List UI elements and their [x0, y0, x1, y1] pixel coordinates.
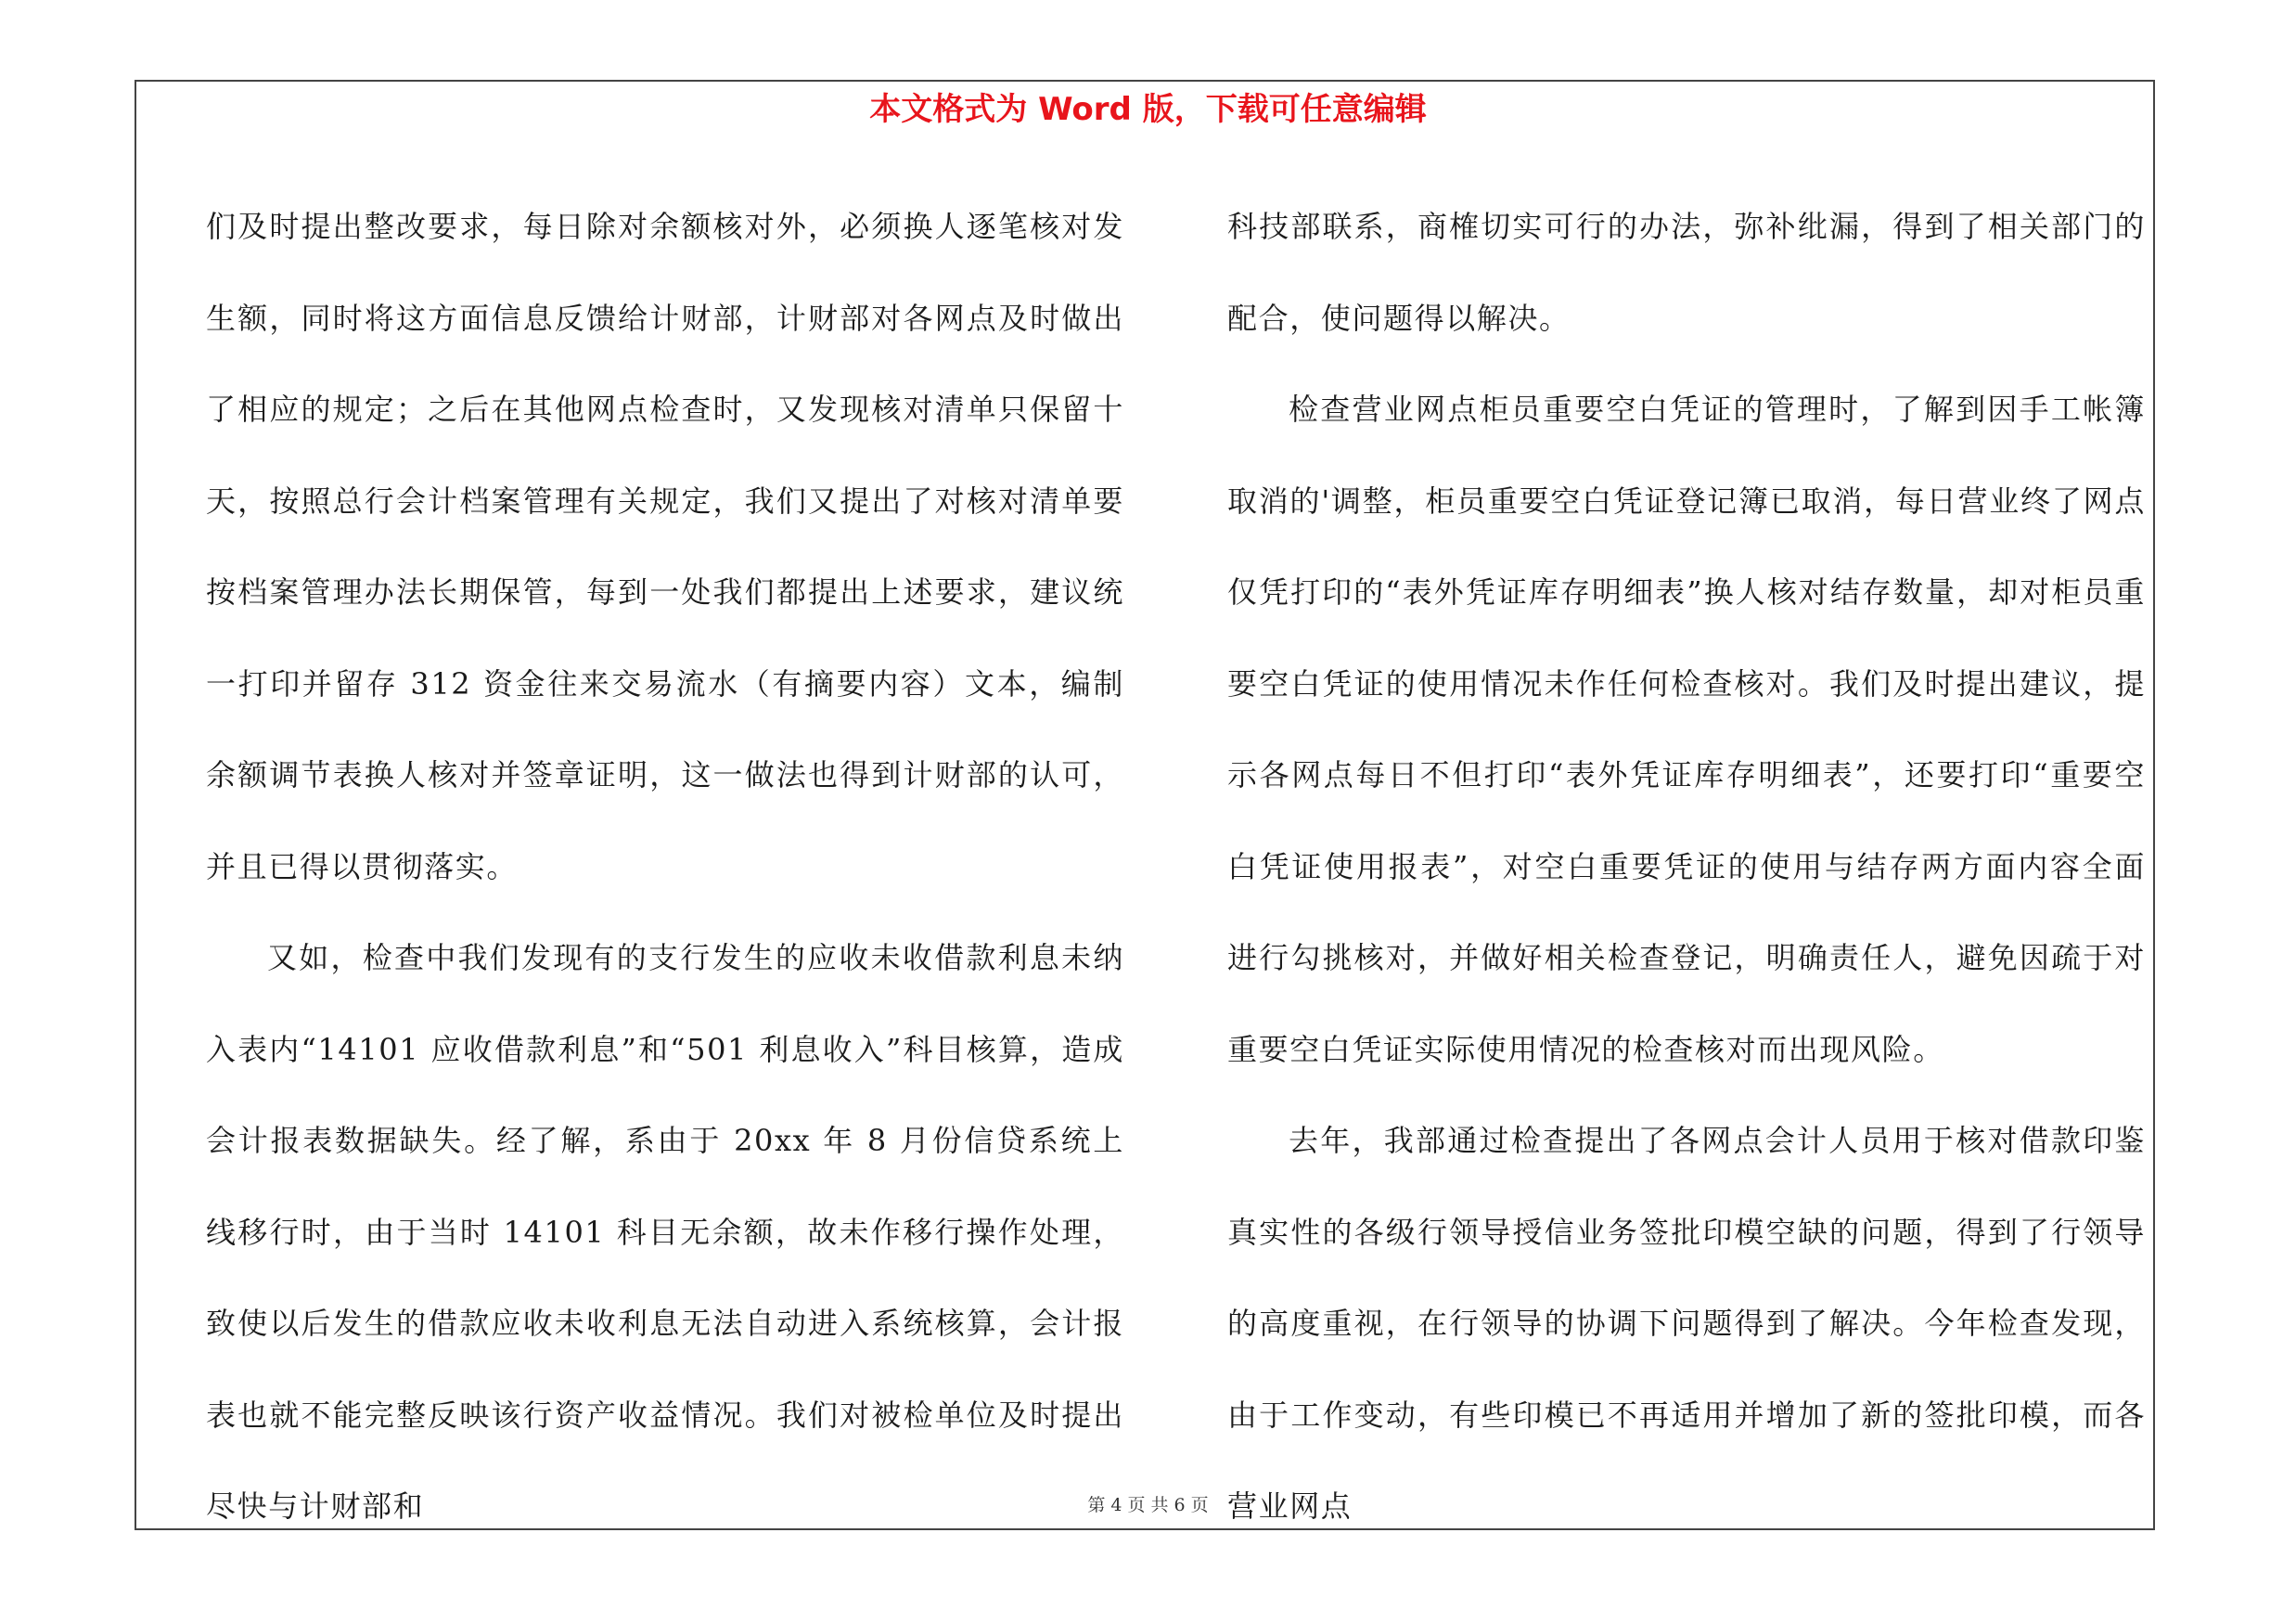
- page-number: 第 4 页 共 6 页: [1087, 1495, 1209, 1515]
- paragraph: 科技部联系，商榷切实可行的办法，弥补纰漏，得到了相关部门的配合，使问题得以解决。: [1227, 209, 2146, 336]
- left-column: [206, 181, 1124, 1552]
- paragraph: 检查营业网点柜员重要空白凭证的管理时，了解到因手工帐簿取消的'调整，柜员重要空白凭证登记簿已取消，每日营业终了网点仅凭打印的“表外凭证库存明细表”换人核对结存数量，却对柜员重要空白凭证的使用情况未作任何检查核对。我们及时提出建议，提示各网点每日不但打印“表外凭证库存明细表”，还要打印“重要空白凭证使用报表”，对空白重要凭证的使用与结存两方面内容全面进行勾挑核对，并做好相关检查登记，明确责任人，避免因疏于对重要空白凭证实际使用情况的检查核对而出现风险。: [1227, 392, 2146, 1067]
- paragraph: 们及时提出整改要求，每日除对余额核对外，必须换人逐笔核对发生额，同时将这方面信息反馈给计财部，计财部对各网点及时做出了相应的规定；之后在其他网点检查时，又发现核对清单只保留十天，按照总行会计档案管理有关规定，我们又提出了对核对清单要按档案管理办法长期保管，每到一处我们都提出上述要求，建议统一打印并留存 312 资金往来交易流水（有摘要内容）文本，编制余额调节表换人核对并签章证明，这一做法也得到计财部的认可，并且已得以贯彻落实。: [206, 209, 1124, 884]
- paragraph: 又如，检查中我们发现有的支行发生的应收未收借款利息未纳入表内“14101 应收借款利息”和“501 利息收入”科目核算，造成会计报表数据缺失。经了解，系由于 20xx 年 8 月份信贷系统上线移行时，由于当时 14101 科目无余额，故未作移行操作处理，致使以后发生的借款应收未收利息无法自动进入系统核算，会计报表也就不能完整反映该行资产收益情况。我们对被检单位及时提出尽快与计财部和: [206, 940, 1124, 1524]
- format-banner: 本文格式为 Word 版，下载可任意编辑: [869, 91, 1427, 128]
- paragraph: 去年，我部通过检查提出了各网点会计人员用于核对借款印鉴真实性的各级行领导授信业务签批印模空缺的问题，得到了行领导的高度重视，在行领导的协调下问题得到了解决。今年检查发现，由于工作变动，有些印模已不再适用并增加了新的签批印模，而各营业网点: [1227, 1123, 2146, 1524]
- right-column: [1227, 181, 2146, 1552]
